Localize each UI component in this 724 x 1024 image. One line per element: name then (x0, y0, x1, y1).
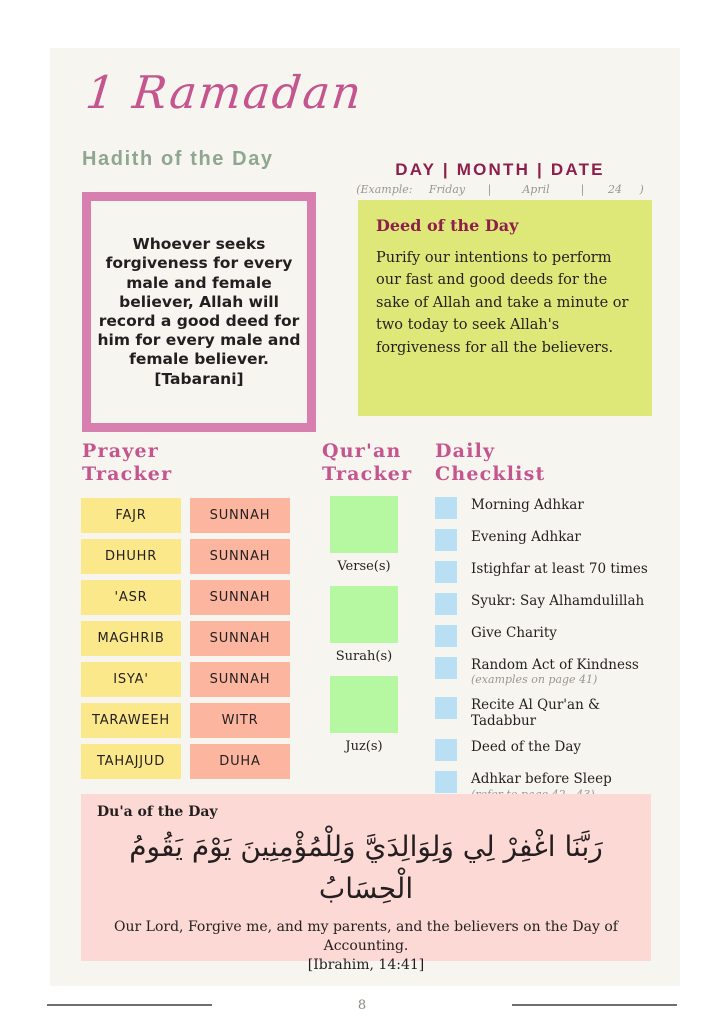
prayer-row (81, 703, 301, 738)
checklist-row (435, 696, 665, 729)
dua-reference: [Ibrahim, 14:41] (307, 956, 425, 973)
prayer-checkbox-fard[interactable]: FAJR (81, 498, 181, 533)
prayer-row (81, 744, 301, 779)
checklist-label: Syukr: Say Alhamdulillah (471, 593, 645, 609)
daily-checklist (435, 496, 665, 810)
prayer-checkbox-fard[interactable]: TARAWEEH (81, 703, 181, 738)
quran-tracker-heading: Qur'an Tracker (322, 440, 413, 485)
checklist-text-group (471, 656, 639, 687)
checklist-text-group (471, 738, 581, 755)
checklist-row (435, 656, 665, 687)
date-separator-1: | (442, 160, 450, 179)
date-header (350, 160, 650, 196)
checklist-checkbox[interactable] (435, 593, 457, 615)
dua-arabic-text: رَبَّنَا اغْفِرْ لِي وَلِوَالِدَيَّ وَلِلْمُؤْمِنِينَ يَوْمَ يَقُومُ الْحِسَابُ (129, 830, 603, 905)
checklist-row (435, 560, 665, 583)
prayer-checkbox-fard[interactable]: 'ASR (81, 580, 181, 615)
checklist-label: Adhkar before Sleep (471, 771, 612, 788)
checklist-checkbox[interactable] (435, 657, 457, 679)
prayer-tracker (81, 498, 301, 785)
date-label: DATE (550, 160, 605, 179)
prayer-checkbox-extra[interactable]: SUNNAH (190, 662, 290, 697)
page-footer (0, 986, 724, 1024)
checklist-checkbox[interactable] (435, 529, 457, 551)
checklist-label: Give Charity (471, 625, 557, 641)
checklist-text-group (471, 528, 581, 545)
example-suffix: ) (639, 183, 644, 196)
checklist-note: (examples on page 41) (471, 673, 598, 687)
example-date: 24 (608, 183, 622, 196)
month-label: MONTH (456, 160, 531, 179)
checklist-checkbox[interactable] (435, 625, 457, 647)
checklist-checkbox[interactable] (435, 561, 457, 583)
prayer-checkbox-extra[interactable]: WITR (190, 703, 290, 738)
prayer-checkbox-fard[interactable]: TAHAJJUD (81, 744, 181, 779)
prayer-checkbox-fard[interactable]: ISYA' (81, 662, 181, 697)
quran-tracker (326, 496, 418, 766)
hadith-box (82, 192, 316, 432)
checklist-row (435, 528, 665, 551)
prayer-tracker-heading: Prayer Tracker (82, 440, 173, 485)
example-separator-2: | (580, 183, 585, 196)
page-title: 1 Ramadan (83, 66, 366, 119)
dua-of-the-day-box (81, 794, 651, 973)
prayer-row (81, 580, 301, 615)
prayer-checkbox-fard[interactable]: DHUHR (81, 539, 181, 574)
quran-tracker-input-box[interactable] (330, 496, 398, 553)
example-separator-1: | (487, 183, 492, 196)
footer-rule-left (47, 1004, 212, 1006)
deed-of-the-day-box (358, 200, 652, 416)
planner-page (50, 48, 680, 986)
prayer-checkbox-fard[interactable]: MAGHRIB (81, 621, 181, 656)
checklist-row (435, 624, 665, 647)
prayer-checkbox-extra[interactable]: SUNNAH (190, 580, 290, 615)
quran-tracker-label: Juz(s) (345, 739, 383, 754)
checklist-row (435, 496, 665, 519)
prayer-row (81, 621, 301, 656)
quran-tracker-label: Surah(s) (335, 649, 393, 664)
checklist-label: Random Act of Kindness (471, 657, 639, 673)
prayer-row (81, 662, 301, 697)
prayer-checkbox-extra[interactable]: SUNNAH (190, 498, 290, 533)
example-day: Friday (428, 183, 466, 196)
checklist-label: Morning Adhkar (471, 497, 584, 513)
checklist-text-group (471, 592, 644, 609)
checklist-checkbox[interactable] (435, 739, 457, 761)
dua-title: Du'a of the Day (97, 804, 218, 820)
checklist-label: Istighfar at least 70 times (471, 561, 648, 577)
dua-translation: Our Lord, Forgive me, and my parents, and the believers on the Day of Accounting. (114, 919, 618, 954)
prayer-checkbox-extra[interactable]: SUNNAH (190, 621, 290, 656)
date-header-labels (350, 160, 650, 180)
date-separator-2: | (537, 160, 544, 179)
footer-page-number: 8 (357, 997, 367, 1013)
footer-rule-right (512, 1004, 677, 1006)
checklist-text-group (471, 624, 557, 641)
quran-tracker-label: Verse(s) (337, 559, 391, 574)
quran-tracker-input-box[interactable] (330, 676, 398, 733)
prayer-row (81, 539, 301, 574)
date-header-example (350, 183, 650, 196)
deed-title: Deed of the Day (376, 216, 519, 235)
daily-checklist-heading: Daily Checklist (435, 440, 546, 485)
checklist-checkbox[interactable] (435, 497, 457, 519)
checklist-text-group (471, 696, 665, 729)
checklist-text-group (471, 496, 584, 513)
example-month: April (522, 183, 550, 196)
quran-tracker-item (326, 586, 418, 664)
hadith-section-heading: Hadith of the Day (82, 148, 274, 170)
checklist-checkbox[interactable] (435, 697, 457, 719)
checklist-row (435, 592, 665, 615)
prayer-row (81, 498, 301, 533)
checklist-checkbox[interactable] (435, 771, 457, 793)
checklist-text-group (471, 560, 648, 577)
checklist-label: Recite Al Qur'an & Tadabbur (471, 696, 601, 730)
day-label: DAY (395, 160, 436, 179)
quran-tracker-item (326, 496, 418, 574)
quran-tracker-item (326, 676, 418, 754)
checklist-label: Evening Adhkar (471, 529, 581, 545)
hadith-text: Whoever seeks forgiveness for every male and female believer, Allah will record a good deed for him for every male and female believer. [Tabarani] (97, 235, 301, 388)
checklist-label: Deed of the Day (471, 739, 582, 756)
quran-tracker-input-box[interactable] (330, 586, 398, 643)
prayer-checkbox-extra[interactable]: SUNNAH (190, 539, 290, 574)
checklist-row (435, 738, 665, 761)
example-prefix: (Example: (356, 183, 413, 196)
deed-body: Purify our intentions to perform our fast and good deeds for the sake of Allah and take a minute or two today to seek Allah's forgiveness for all the believers. (376, 250, 629, 356)
prayer-checkbox-extra[interactable]: DUHA (190, 744, 290, 779)
